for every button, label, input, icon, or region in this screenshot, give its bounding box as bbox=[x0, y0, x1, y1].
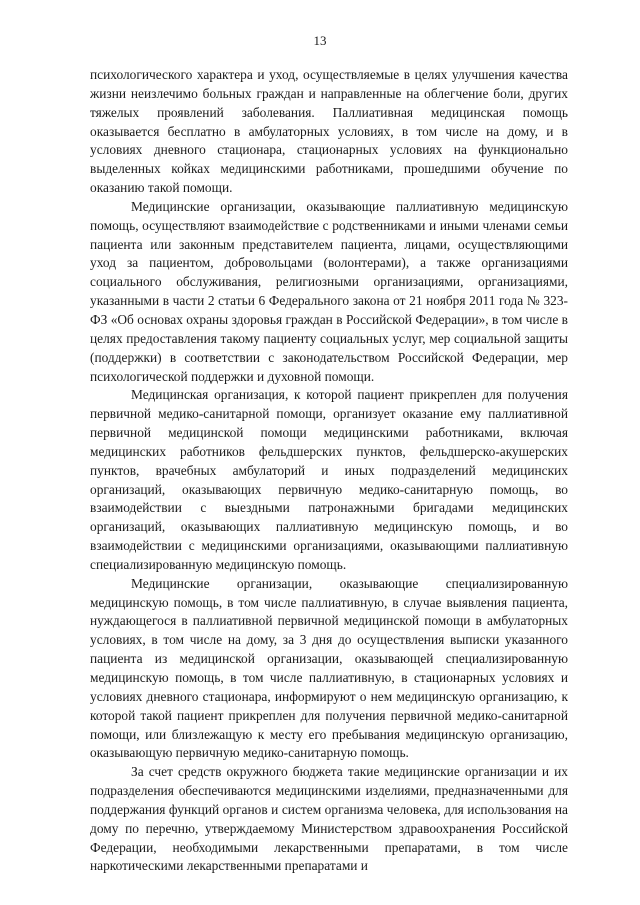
paragraph-2: Медицинские организации, оказывающие паллиативную медицинскую помощь, осуществляют взаимодействие с родственниками и иными членами семьи пациента или законным представителем пациента, лицами, осуществляющими уход за пациентом, добровольцами (волонтерами), а также организациями социального обслуживания, религиозными организациями, организациями, указанными в части 2 статьи 6 Федерального закона от 21 ноября 2011 года № 323-ФЗ «Об основах охраны здоровья граждан в Российской Федерации», в том числе в целях предоставления такому пациенту социальных услуг, мер социальной защиты (поддержки) в соответствии с законодательством Российской Федерации, мер психологической поддержки и духовной помощи. bbox=[90, 198, 568, 384]
page-number: 13 bbox=[313, 33, 327, 48]
document-body bbox=[90, 66, 568, 876]
paragraph-4: Медицинские организации, оказывающие специализированную медицинскую помощь, в том числе паллиативную, в случае выявления пациента, нуждающегося в паллиативной первичной медицинской помощи в амбулаторных условиях, в том числе на дому, за 3 дня до осуществления выписки указанного пациента из медицинской организации, оказывающей специализированную медицинскую помощь, в том числе паллиативную, в стационарных условиях и условиях дневного стационара, информируют о нем медицинскую организацию, к которой такой пациент прикреплен для получения первичной медико-санитарной помощи, или близлежащую к месту его пребывания медицинскую организацию, оказывающую первичную медико-санитарную помощь. bbox=[90, 575, 568, 761]
paragraph-1: психологического характера и уход, осуществляемые в целях улучшения качества жизни неизлечимо больных граждан и направленные на облегчение боли, других тяжелых проявлений заболевания. Паллиативная медицинская помощь оказывается бесплатно в амбулаторных условиях, в том числе на дому, и в условиях дневного стационара, стационарных условиях на функционально выделенных койках медицинскими работниками, прошедшими обучение по оказанию такой помощи. bbox=[90, 67, 568, 196]
paragraph-3: Медицинская организация, к которой пациент прикреплен для получения первичной медико-санитарной помощи, организует оказание ему паллиативной первичной медицинской помощи медицинскими работниками, включая медицинских работников фельдшерских пунктов, фельдшерско-акушерских пунктов, врачебных амбулаторий и иных подразделений медицинских организаций, оказывающих первичную медико-санитарную помощь, во взаимодействии с выездными патронажными бригадами медицинских организаций, оказывающих паллиативную медицинскую помощь, и во взаимодействии с медицинскими организациями, оказывающими паллиативную специализированную медицинскую помощь. bbox=[90, 387, 568, 572]
paragraph-5: За счет средств окружного бюджета такие медицинские организации и их подразделения обеспечиваются медицинскими изделиями, предназначенными для поддержания функций органов и систем организма человека, для использования на дому по перечню, утверждаемому Министерством здравоохранения Российской Федерации, необходимыми лекарственными препаратами, в том числе наркотическими лекарственными препаратами и bbox=[90, 764, 568, 874]
